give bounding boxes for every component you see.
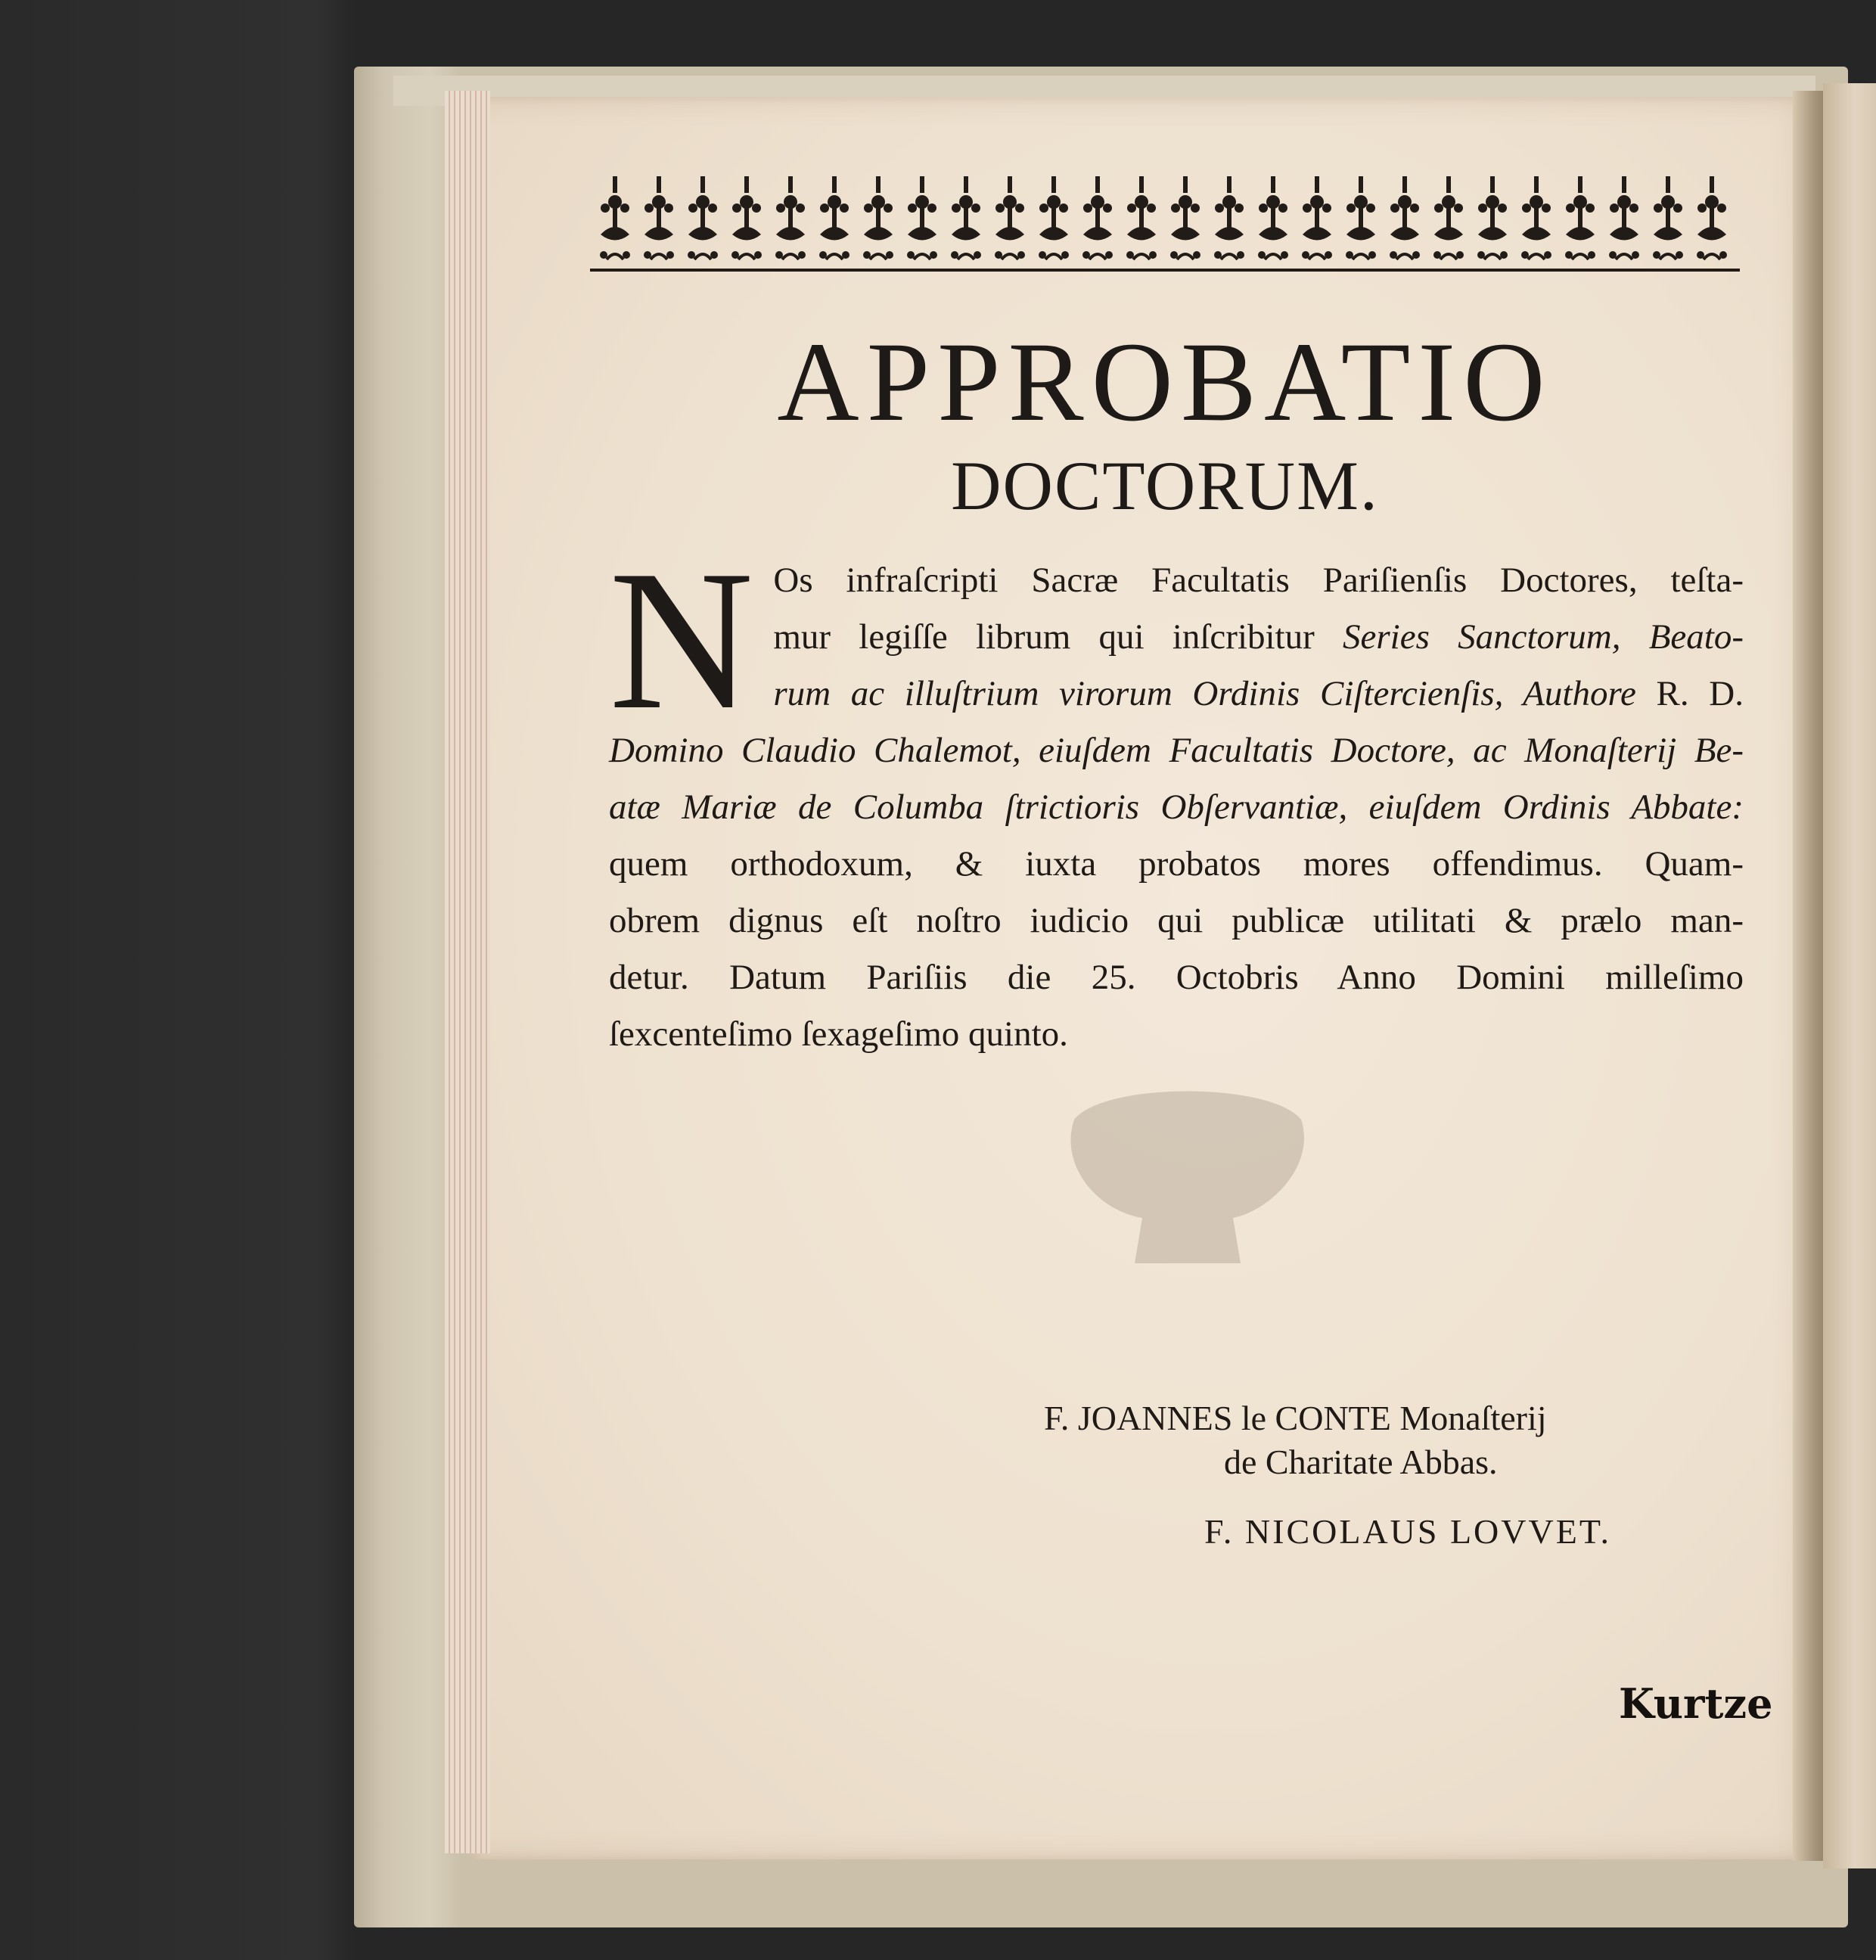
fleuron-icon — [1433, 176, 1464, 259]
text-segment: Domino Claudio Chalemot, eiuſdem Facultatis Doctore, ac Monaſterij Be- — [609, 731, 1744, 770]
fleuron-icon — [775, 176, 806, 259]
text-segment: atæ Mariæ de Columba ſtrictioris Obſervantiæ, eiuſdem Ordinis Abbate: — [609, 787, 1744, 827]
text-line — [609, 1006, 1744, 1063]
signature-line-3: F. NICOLAUS LOVVET. — [1204, 1512, 1612, 1551]
fleuron-icon — [644, 176, 674, 259]
text-line — [609, 609, 1744, 666]
page-subtitle: DOCTORUM. — [951, 447, 1379, 524]
fleuron-icon — [731, 176, 762, 259]
text-line — [609, 836, 1744, 893]
text-line — [609, 722, 1744, 779]
text-segment: Os infraſcripti Sacræ Facultatis Pariſienſis Doctores, teſta- — [773, 561, 1744, 600]
text-line — [609, 666, 1744, 722]
fleuron-icon — [600, 176, 630, 259]
fleuron-icon — [1609, 176, 1639, 259]
page-title: APPROBATIO — [777, 319, 1553, 445]
text-segment: ſexcenteſimo ſexageſimo quinto. — [609, 1014, 1068, 1054]
text-segment: detur. Datum Pariſiis die 25. Octobris Anno Domini milleſimo — [609, 958, 1744, 997]
fleuron-icon — [1390, 176, 1420, 259]
catchword: Kurtze — [1619, 1679, 1773, 1728]
fleuron-icon — [1477, 176, 1508, 259]
text-lines — [609, 530, 1744, 1063]
fleuron-icon — [688, 176, 718, 259]
fleuron-icon — [1521, 176, 1551, 259]
fleuron-icon — [1697, 176, 1727, 259]
fleuron-icon — [819, 176, 849, 259]
fleuron-icon — [1170, 176, 1200, 259]
text-line — [609, 949, 1744, 1006]
headpiece-ornament — [590, 170, 1740, 287]
fleuron-icon — [1258, 176, 1288, 259]
text-segment: quem orthodoxum, & iuxta probatos mores offendimus. Quam- — [609, 844, 1744, 884]
fleuron-icon — [1039, 176, 1069, 259]
text-segment: Series Sanctorum, Beato- — [1343, 617, 1744, 657]
text-line — [609, 552, 1744, 609]
fleuron-icon — [863, 176, 893, 259]
fleuron-icon — [1653, 176, 1683, 259]
text-segment: obrem dignus eſt noſtro iudicio qui publicæ utilitati & prælo man- — [609, 901, 1744, 940]
bleed-through-stain — [1044, 1074, 1331, 1301]
signature-line-2: de Charitate Abbas. — [1224, 1443, 1498, 1481]
approbation-text — [609, 530, 1744, 1054]
fleuron-icon — [951, 176, 981, 259]
fleuron-icon — [1302, 176, 1332, 259]
fleuron-icon — [1346, 176, 1376, 259]
text-segment: mur legiſſe librum qui inſcribitur — [773, 617, 1343, 657]
fleuron-icon — [1565, 176, 1595, 259]
drop-cap: N — [609, 530, 754, 751]
text-line — [609, 779, 1744, 836]
fleuron-icon — [907, 176, 937, 259]
text-line — [609, 893, 1744, 949]
signature-line-1: F. JOANNES le CONTE Monaſterij — [1044, 1399, 1547, 1437]
fleuron-icon — [1214, 176, 1244, 259]
fleuron-icon — [995, 176, 1025, 259]
text-segment: rum ac illuſtrium virorum Ordinis Ciſtercienſis, Authore — [773, 674, 1657, 713]
page-edges — [445, 91, 490, 1853]
fleuron-icon — [1082, 176, 1113, 259]
text-segment: R. D. — [1656, 674, 1744, 713]
fleuron-icon — [1126, 176, 1157, 259]
facing-page-edge — [1823, 83, 1876, 1868]
